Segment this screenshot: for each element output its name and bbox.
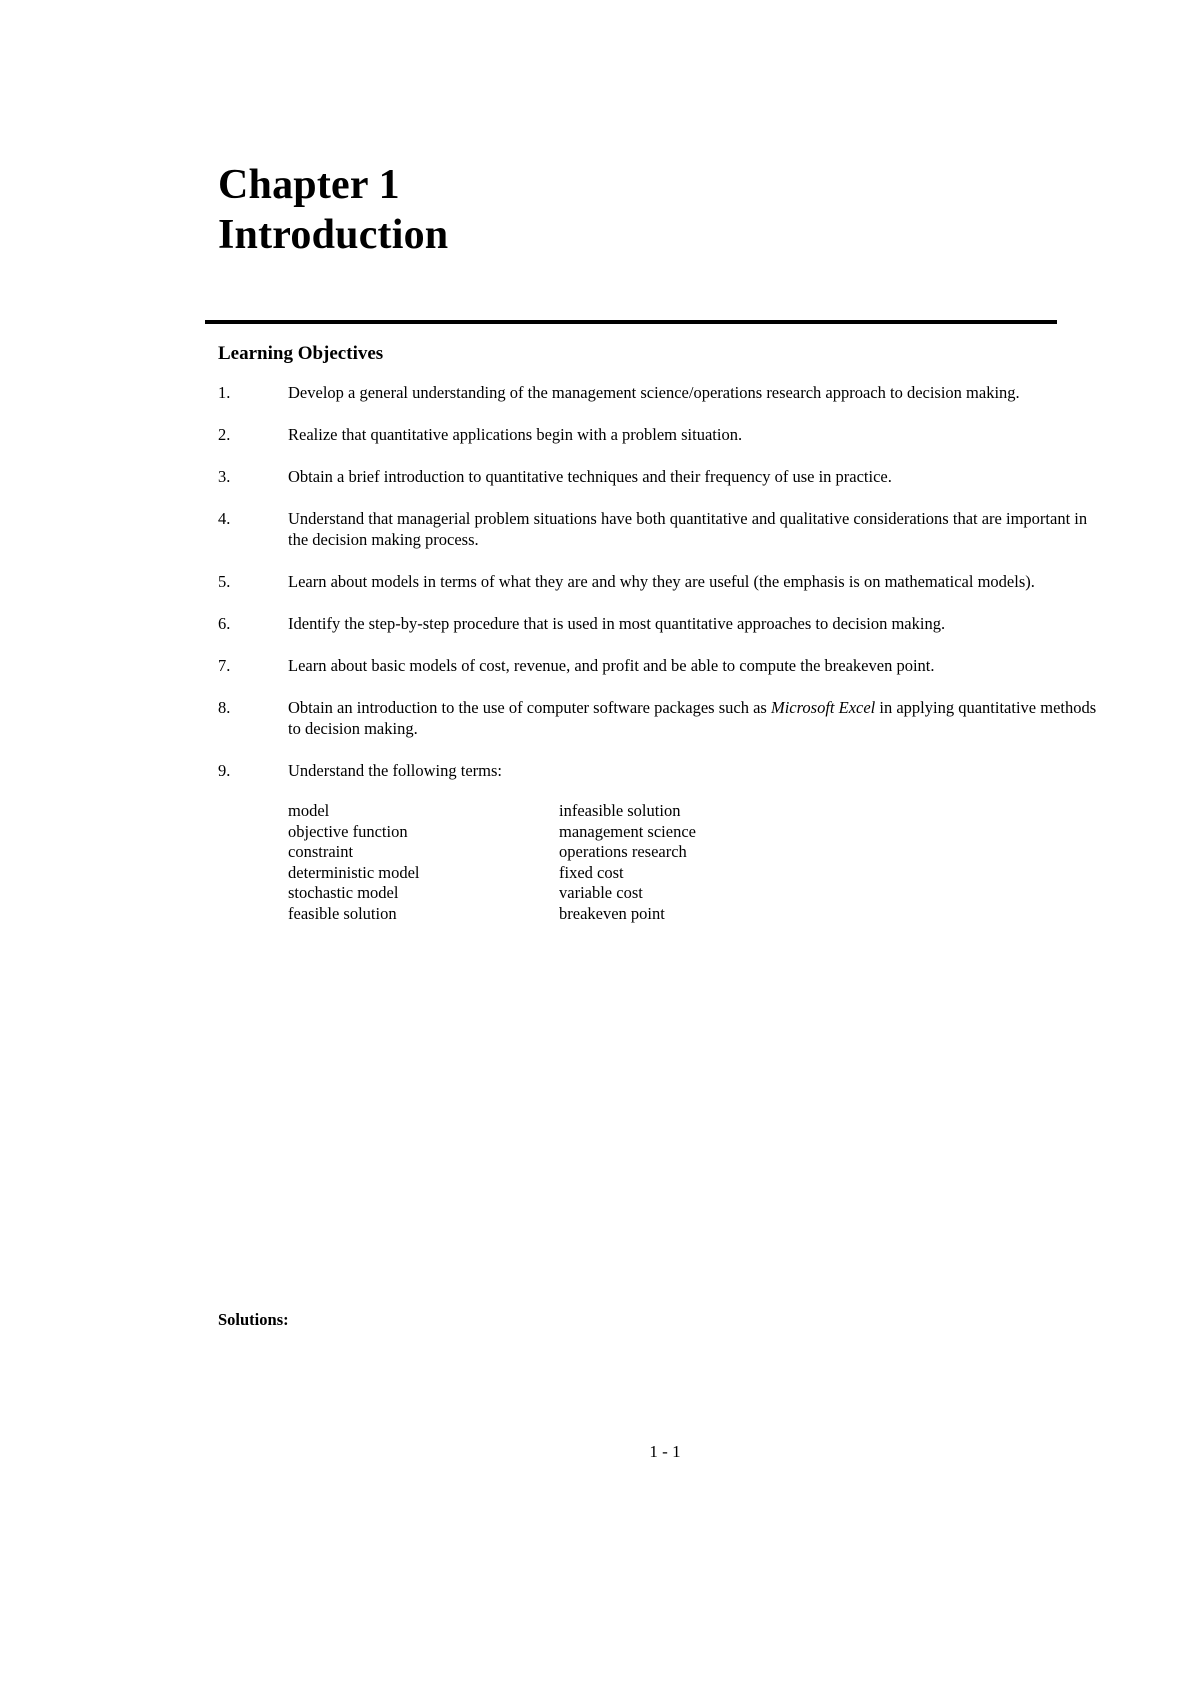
objective-text: Learn about basic models of cost, revenue, and profit and be able to compute the breakeven point. [288,656,935,675]
term: management science [559,821,696,841]
objective-number: 4. [218,509,231,528]
objective-text: Realize that quantitative applications begin with a problem situation. [288,425,743,444]
objective-text: Understand the following terms: [288,761,503,780]
objective-item [218,760,1098,924]
objective-number: 6. [218,614,231,633]
objective-text: Obtain a brief introduction to quantitative techniques and their frequency of use in practice. [288,467,892,486]
objective-number: 7. [218,656,231,675]
objective-text-italic: Microsoft Excel [770,698,876,717]
chapter-title [218,160,448,260]
term: operations research [559,842,687,861]
objective-text-before: Obtain an introduction to the use of computer software packages such as [288,698,771,717]
objective-number: 1. [218,383,231,402]
chapter-name: Introduction [218,212,449,258]
objective-item [218,613,1098,634]
objective-text: Understand that managerial problem situations have both quantitative and qualitative considerations that are important in the decision making process. [288,509,1088,549]
objective-number: 8. [218,698,231,717]
objective-number: 3. [218,467,231,486]
objective-text: Develop a general understanding of the management science/operations research approach to decision making. [288,383,1020,402]
objective-number: 9. [218,761,231,780]
term: fixed cost [559,862,624,882]
objective-item [218,466,1098,487]
objective-text [288,698,1096,738]
term: model [288,801,330,820]
terms-grid [288,801,1098,924]
term: variable cost [559,883,643,902]
objective-item [218,655,1098,676]
objective-text-after: in applying quantitative methods to decision making. [288,698,1097,738]
solutions-label: Solutions: [218,1310,289,1329]
chapter-number: Chapter 1 [218,162,400,208]
term: deterministic model [288,862,420,882]
term: objective function [288,821,408,841]
objective-item [218,697,1098,739]
learning-objectives-heading: Learning Objectives [218,343,384,364]
term: feasible solution [288,903,397,923]
objective-item [218,571,1098,592]
term: stochastic model [288,883,399,902]
objective-item [218,382,1098,403]
objective-text: Identify the step-by-step procedure that is used in most quantitative approaches to decision making. [288,614,946,633]
objective-text: Learn about models in terms of what they are and why they are useful (the emphasis is on mathematical models). [288,572,1035,591]
term: constraint [288,842,354,861]
term: infeasible solution [559,801,681,820]
objective-number: 2. [218,425,231,444]
objective-number: 5. [218,572,231,591]
page-number: 1 - 1 [649,1442,681,1461]
objectives-list [218,382,1098,945]
horizontal-rule [205,320,1057,324]
objective-item [218,424,1098,445]
objective-item [218,508,1098,550]
term: breakeven point [559,903,665,923]
